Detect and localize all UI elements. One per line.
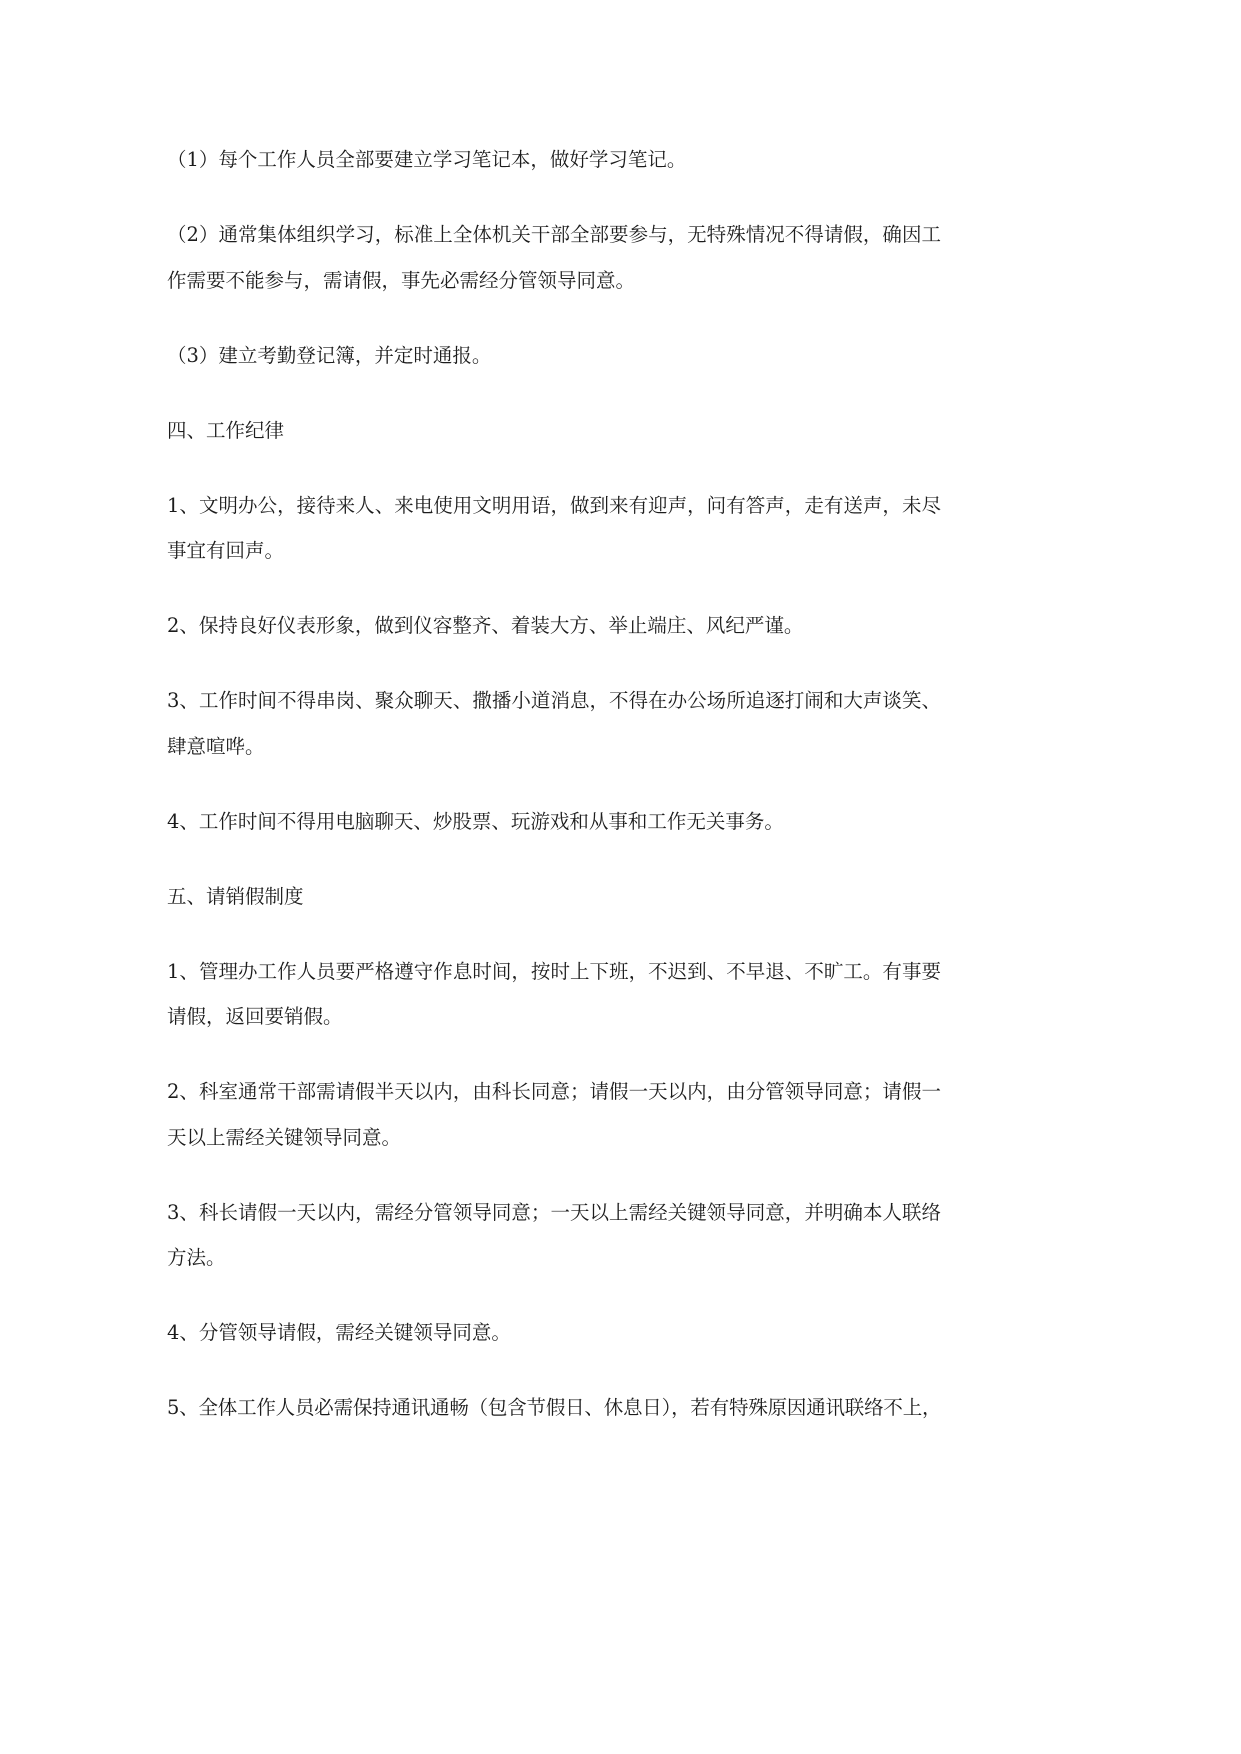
text-line: 肆意喧哗。	[167, 734, 265, 758]
text-line: 作需要不能参与，需请假，事先必需经分管领导同意。	[167, 268, 636, 292]
list-item	[167, 212, 941, 303]
text-line: 5、全体工作人员必需保持通讯通畅（包含节假日、休息日），若有特殊原因通讯联络不上，	[167, 1396, 941, 1419]
list-item	[167, 137, 941, 183]
text-line: 3、科长请假一天以内，需经分管领导同意；一天以上需经关键领导同意，并明确本人联络	[167, 1200, 941, 1224]
text-line: 天以上需经关键领导同意。	[167, 1125, 402, 1149]
section-heading	[167, 874, 941, 920]
text-line: 4、分管领导请假，需经关键领导同意。	[167, 1321, 511, 1344]
section-heading	[167, 408, 941, 454]
text-line: 方法。	[167, 1246, 226, 1269]
list-item	[167, 678, 941, 769]
list-item	[167, 1385, 941, 1431]
text-line: （2）通常集体组织学习，标准上全体机关干部全部要参与，无特殊情况不得请假，确因工	[167, 223, 941, 246]
list-item	[167, 1310, 941, 1356]
list-item	[167, 949, 941, 1040]
list-item	[167, 1069, 941, 1160]
text-line: 2、科室通常干部需请假半天以内，由科长同意；请假一天以内，由分管领导同意；请假一	[167, 1080, 941, 1103]
text-line: 请假，返回要销假。	[167, 1005, 343, 1028]
section-heading-text: 五、请销假制度	[167, 884, 304, 908]
list-item	[167, 1190, 941, 1281]
section-heading-text: 四、工作纪律	[167, 418, 285, 442]
document-page	[167, 137, 941, 1460]
list-item	[167, 333, 941, 379]
text-line: 1、管理办工作人员要严格遵守作息时间，按时上下班，不迟到、不早退、不旷工。有事要	[167, 959, 941, 983]
text-line: 3、工作时间不得串岗、聚众聊天、撒播小道消息，不得在办公场所追逐打闹和大声谈笑、	[167, 689, 941, 712]
text-line: 4、工作时间不得用电脑聊天、炒股票、玩游戏和从事和工作无关事务。	[167, 809, 784, 833]
text-line: 2、保持良好仪表形象，做到仪容整齐、着装大方、举止端庄、风纪严谨。	[167, 614, 804, 637]
list-item	[167, 603, 941, 649]
list-item	[167, 799, 941, 845]
text-line: （1）每个工作人员全部要建立学习笔记本，做好学习笔记。	[167, 148, 687, 171]
text-line: 事宜有回声。	[167, 539, 285, 562]
text-line: （3）建立考勤登记簿，并定时通报。	[167, 343, 492, 367]
text-line: 1、文明办公，接待来人、来电使用文明用语，做到来有迎声，问有答声，走有送声，未尽	[167, 493, 941, 517]
list-item	[167, 483, 941, 574]
